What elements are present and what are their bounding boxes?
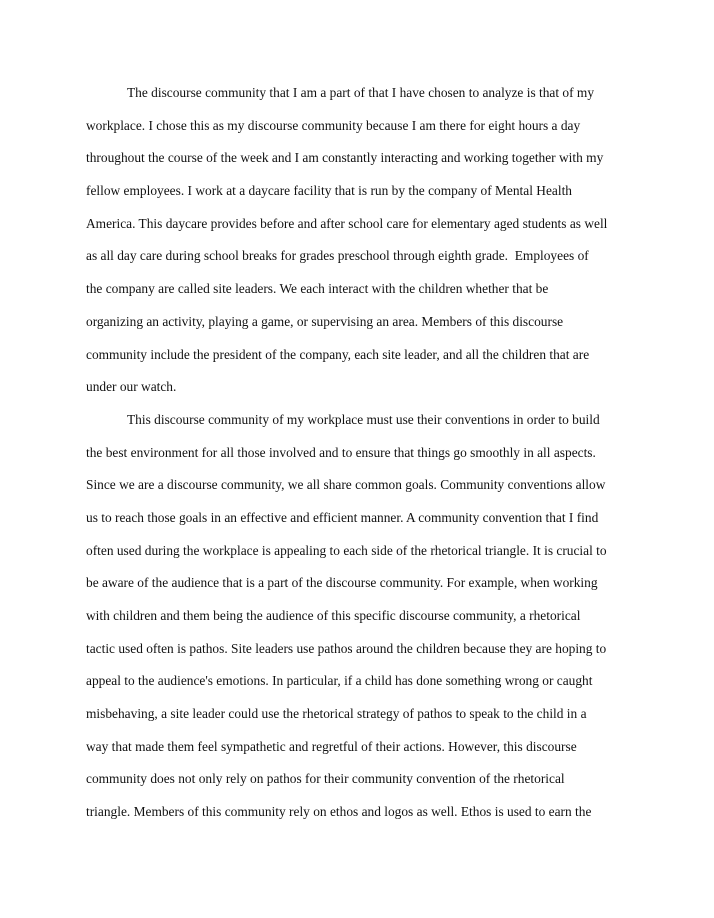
text-line: community include the president of the company, each site leader, and all the children that are xyxy=(86,346,590,362)
text-line: under our watch. xyxy=(86,379,177,395)
text-line: misbehaving, a site leader could use the rhetorical strategy of pathos to speak to the child in a xyxy=(86,706,587,722)
text-line: the company are called site leaders. We each interact with the children whether that be xyxy=(86,281,549,297)
text-line: appeal to the audience's emotions. In particular, if a child has done something wrong or caught xyxy=(86,673,593,689)
text-line: as all day care during school breaks for grades preschool through eighth grade. Employees of xyxy=(86,248,589,264)
text-line: workplace. I chose this as my discourse community because I am there for eight hours a day xyxy=(86,117,581,133)
text-line: Since we are a discourse community, we all share common goals. Community conventions allow xyxy=(86,477,606,493)
text-line: community does not only rely on pathos for their community convention of the rhetorical xyxy=(86,771,565,787)
text-line: the best environment for all those involved and to ensure that things go smoothly in all aspects. xyxy=(86,444,596,460)
text-line: triangle. Members of this community rely on ethos and logos as well. Ethos is used to earn the xyxy=(86,804,592,820)
text-line: organizing an activity, playing a game, or supervising an area. Members of this discourse xyxy=(86,313,564,329)
text-line: throughout the course of the week and I am constantly interacting and working together with my xyxy=(86,150,604,166)
text-line: tactic used often is pathos. Site leaders use pathos around the children because they are hoping to xyxy=(86,640,607,656)
essay-body xyxy=(86,78,642,830)
text-line: us to reach those goals in an effective and efficient manner. A community convention that I find xyxy=(86,509,599,525)
text-line: America. This daycare provides before and after school care for elementary aged students as well xyxy=(86,215,608,231)
paragraph-first-line: The discourse community that I am a part of that I have chosen to analyze is that of my xyxy=(127,85,595,100)
text-line: often used during the workplace is appealing to each side of the rhetorical triangle. It is crucial to xyxy=(86,542,607,558)
text-line: fellow employees. I work at a daycare facility that is run by the company of Mental Health xyxy=(86,183,572,199)
paragraph-first-line: This discourse community of my workplace must use their conventions in order to build xyxy=(127,411,600,427)
text-line: way that made them feel sympathetic and regretful of their actions. However, this discourse xyxy=(86,738,577,754)
text-line: with children and them being the audience of this specific discourse community, a rhetorical xyxy=(86,608,581,623)
text-line: be aware of the audience that is a part of the discourse community. For example, when working xyxy=(86,575,598,591)
